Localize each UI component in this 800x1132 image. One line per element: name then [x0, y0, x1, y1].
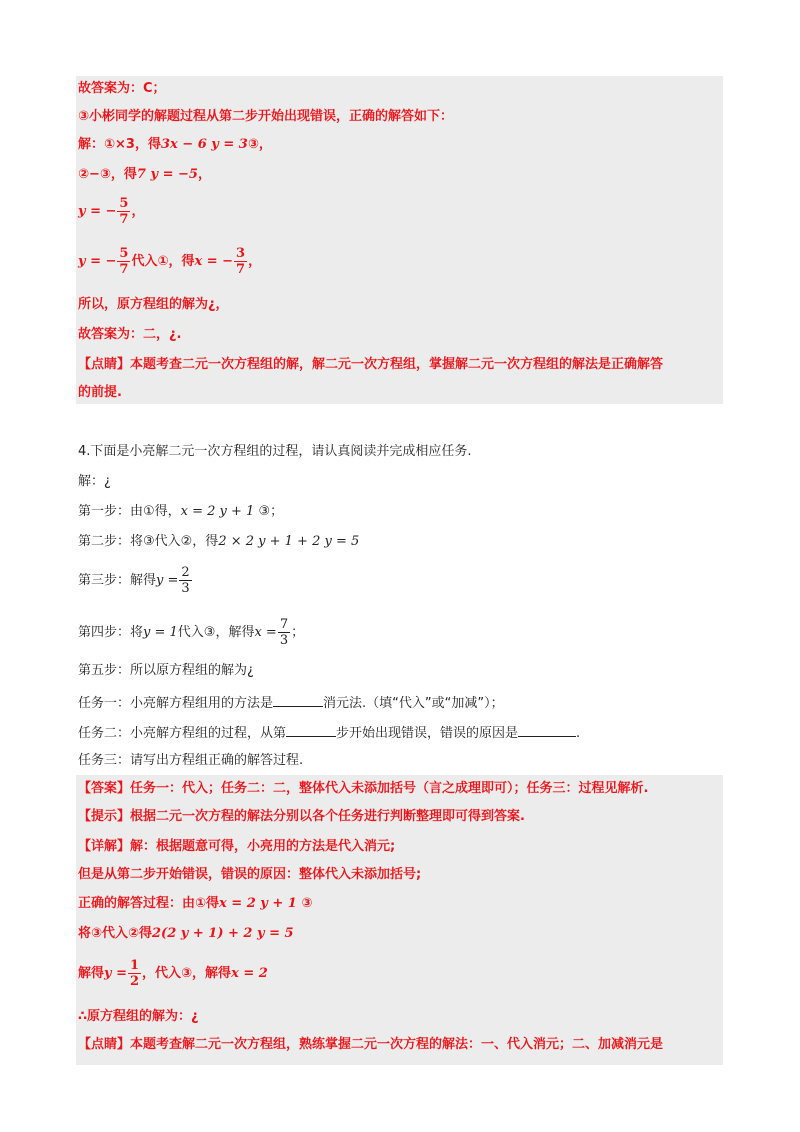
comment-line: 的前提. [78, 385, 122, 400]
answer-line: 【答案】任务一：代入；任务二：二，整体代入未添加括号（言之成理即可）；任务三：过程见解析. [78, 781, 649, 796]
solution-step: 所以，原方程组的解为¿， [78, 297, 229, 312]
solution-step: ②−③，得7 y = −5， [78, 167, 211, 182]
problem-step: 第五步：所以原方程组的解为¿ [78, 663, 254, 678]
detail-line: ∴原方程组的解为：¿ [78, 1009, 199, 1024]
fill-blank [286, 722, 336, 737]
problem-step: 第四步：将y = 1代入③，解得x = $\frac{7}{3}$ ； [78, 617, 305, 648]
task-line: 任务二：小亮解方程组的过程，从第 步开始出现错误，错误的原因是 . [78, 722, 580, 743]
solution-step: 解：①×3，得3x − 6 y = 3③， [78, 137, 272, 152]
hint-line: 【提示】根据二元一次方程的解法分别以各个任务进行判断整理即可得到答案. [78, 809, 525, 824]
comment-line: 【点睛】本题考查解二元一次方程组，熟练掌握二元一次方程的解法：一、代入消元；二、加减消元是 [78, 1037, 664, 1052]
detail-line: 正确的解答过程：由①得x = 2 y + 1 ③ [78, 896, 313, 911]
answer-line: 故答案为：二，¿. [78, 327, 182, 342]
problem-step: 第三步：解得y = $\frac{2}{3}$ [78, 565, 190, 596]
solution-step: y = − $\frac{5}{7}$ 代入①，得x = − $\frac{3}{7}$ ， [78, 246, 262, 277]
detail-line: 但是从第二步开始错误，错误的原因：整体代入未添加括号; [78, 867, 422, 882]
comment-line: 【点睛】本题考查二元一次方程组的解，解二元一次方程组，掌握解二元一次方程组的解法是正确解答 [78, 357, 664, 372]
problem-text: 解：¿ [78, 474, 111, 489]
task-line: 任务一：小亮解方程组用的方法是 消元法.（填“代入”或“加减”）； [78, 692, 504, 713]
fill-blank [273, 692, 323, 707]
correction-intro: ③小彬同学的解题过程从第二步开始出现错误，正确的解答如下： [78, 109, 454, 124]
answer-line: 故答案为：C； [78, 81, 166, 96]
solution-step: y = − $\frac{5}{7}$ ， [78, 196, 145, 227]
task-line: 任务三：请写出方程组正确的解答过程. [78, 753, 304, 768]
problem-step: 第二步：将③代入②，得2 × 2 y + 1 + 2 y = 5 [78, 534, 360, 549]
problem-title: 4.下面是小亮解二元一次方程组的过程，请认真阅读并完成相应任务. [78, 444, 472, 459]
problem-step: 第一步：由①得，x = 2 y + 1 ③； [78, 504, 284, 519]
detail-line: 将③代入②得2(2 y + 1) + 2 y = 5 [78, 926, 294, 941]
detail-line: 解得y = $\frac{1}{2}$ ，代入③，解得x = 2 [78, 958, 268, 989]
fill-blank [518, 722, 576, 737]
detail-line: 【详解】解：根据题意可得，小亮用的方法是代入消元; [78, 839, 396, 854]
